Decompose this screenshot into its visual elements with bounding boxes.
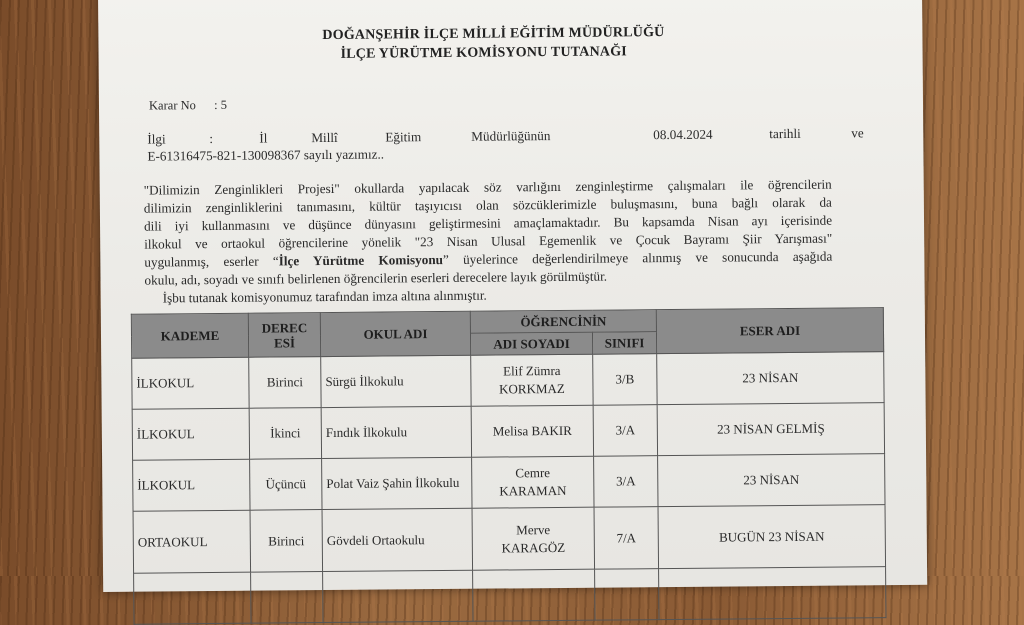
decision-number	[149, 98, 227, 114]
cell-kademe: İLKOKUL	[132, 408, 249, 460]
ref-word: Müdürlüğünün	[471, 128, 551, 144]
cell-eser: 23 NİSAN	[658, 454, 885, 507]
decision-label: Karar No	[148, 98, 196, 113]
table-row	[133, 454, 885, 512]
cell-sinif: 3/A	[593, 405, 657, 457]
cell-kademe: İLKOKUL	[133, 459, 250, 511]
paragraph-line: ilkokul ve ortaokul öğrencilerine yönelik "23 Nisan Ulusal Egemenlik ve Çocuk Bayramı Şiir Yarışması"	[144, 230, 833, 252]
cell-empty	[473, 569, 595, 621]
header-derece: DEREC ESİ	[248, 313, 320, 358]
cell-okul: Fındık İlkokulu	[321, 406, 471, 458]
cell-ad-soyad: Merve KARAGÖZ	[472, 507, 595, 570]
cell-eser: BUGÜN 23 NİSAN	[658, 505, 886, 569]
table-row	[133, 505, 886, 574]
paragraph-text: ” üyelerince değerlendirilmeye alınmış ve sonucunda aşağıda	[442, 248, 833, 267]
cell-okul: Polat Vaiz Şahin İlkokulu	[322, 457, 472, 509]
header-okul: OKUL ADI	[320, 311, 470, 356]
signature-note: İşbu tutanak komisyonumuz tarafından imza altına alınmıştır.	[162, 287, 487, 306]
document-page	[98, 0, 927, 592]
cell-empty	[323, 570, 473, 622]
paragraph-line: "Dilimizin Zenginlikleri Projesi" okullarda yapılacak söz varlığını zenginleştirme çalışmaları ile öğrencilerin	[143, 176, 832, 198]
ref-date: 08.04.2024	[653, 126, 713, 143]
header-kademe: KADEME	[131, 313, 248, 358]
ref-word: tarihli	[769, 125, 801, 142]
table-row	[134, 567, 886, 625]
ref-word: İl	[259, 130, 268, 146]
results-table	[131, 307, 887, 625]
paragraph-line: dilimizin zenginliklerini tanımasını, kültür taşıyıcısı olan sözcüklerimizle buluşmasını, buna bağlı olarak da	[143, 194, 832, 216]
paragraph-line: okulu, adı, soyadı ve sınıfı belirlenen öğrencilerin eserleri derecelere layık görülmüştür.	[144, 268, 608, 288]
decision-value: : 5	[214, 97, 228, 112]
cell-empty	[595, 569, 659, 621]
header-eser: ESER ADI	[656, 308, 883, 354]
cell-eser: 23 NİSAN	[657, 352, 884, 405]
cell-empty	[134, 572, 251, 624]
ref-word: Eğitim	[385, 129, 422, 145]
header-sinifi: SINIFI	[592, 332, 656, 355]
ref-word: Millî	[311, 129, 338, 146]
cell-okul: Gövdeli Ortaokulu	[322, 508, 473, 571]
cell-ad-soyad: Melisa BAKIR	[471, 405, 593, 457]
header-minutes-title: İLÇE YÜRÜTME KOMİSYONU TUTANAĞI	[340, 44, 627, 62]
cell-derece: İkinci	[249, 408, 321, 460]
cell-eser: 23 NİSAN GELMİŞ	[657, 403, 884, 456]
cell-sinif: 3/B	[593, 354, 657, 406]
header-ogrencinin: ÖĞRENCİNİN	[470, 310, 656, 334]
paragraph-line: dili iyi kullanmasını ve düşünce dünyasını geliştirmesini amaçlamaktadır. Bu kapsamda Nisan ayı içerisinde	[143, 212, 833, 234]
cell-empty	[251, 572, 323, 624]
cell-derece: Birinci	[249, 357, 321, 409]
cell-sinif: 3/A	[594, 456, 658, 508]
reference-number: E-61316475-821-130098367 sayılı yazımız..	[147, 146, 385, 164]
header-adi-soyadi: ADI SOYADI	[470, 332, 592, 355]
cell-derece: Üçüncü	[250, 459, 322, 511]
cell-kademe: İLKOKUL	[132, 357, 249, 409]
cell-empty	[659, 567, 886, 620]
table-row	[132, 352, 884, 410]
cell-okul: Sürgü İlkokulu	[321, 355, 471, 407]
ref-word: ve	[851, 125, 864, 141]
paragraph-text: uygulanmış, eserler “	[144, 253, 279, 270]
cell-kademe: ORTAOKUL	[133, 510, 251, 573]
ref-word: :	[209, 131, 214, 147]
table-row	[132, 403, 884, 461]
cell-ad-soyad: Elif Zümra KORKMAZ	[471, 354, 593, 406]
cell-ad-soyad: Cemre KARAMAN	[472, 456, 594, 508]
cell-derece: Birinci	[250, 510, 323, 573]
cell-sinif: 7/A	[594, 507, 659, 570]
header-directorate: DOĞANŞEHİR İLÇE MİLLİ EĞİTİM MÜDÜRLÜĞÜ	[322, 25, 665, 44]
ref-word: İlgi	[147, 131, 166, 147]
committee-name: İlçe Yürütme Komisyonu	[278, 252, 444, 269]
